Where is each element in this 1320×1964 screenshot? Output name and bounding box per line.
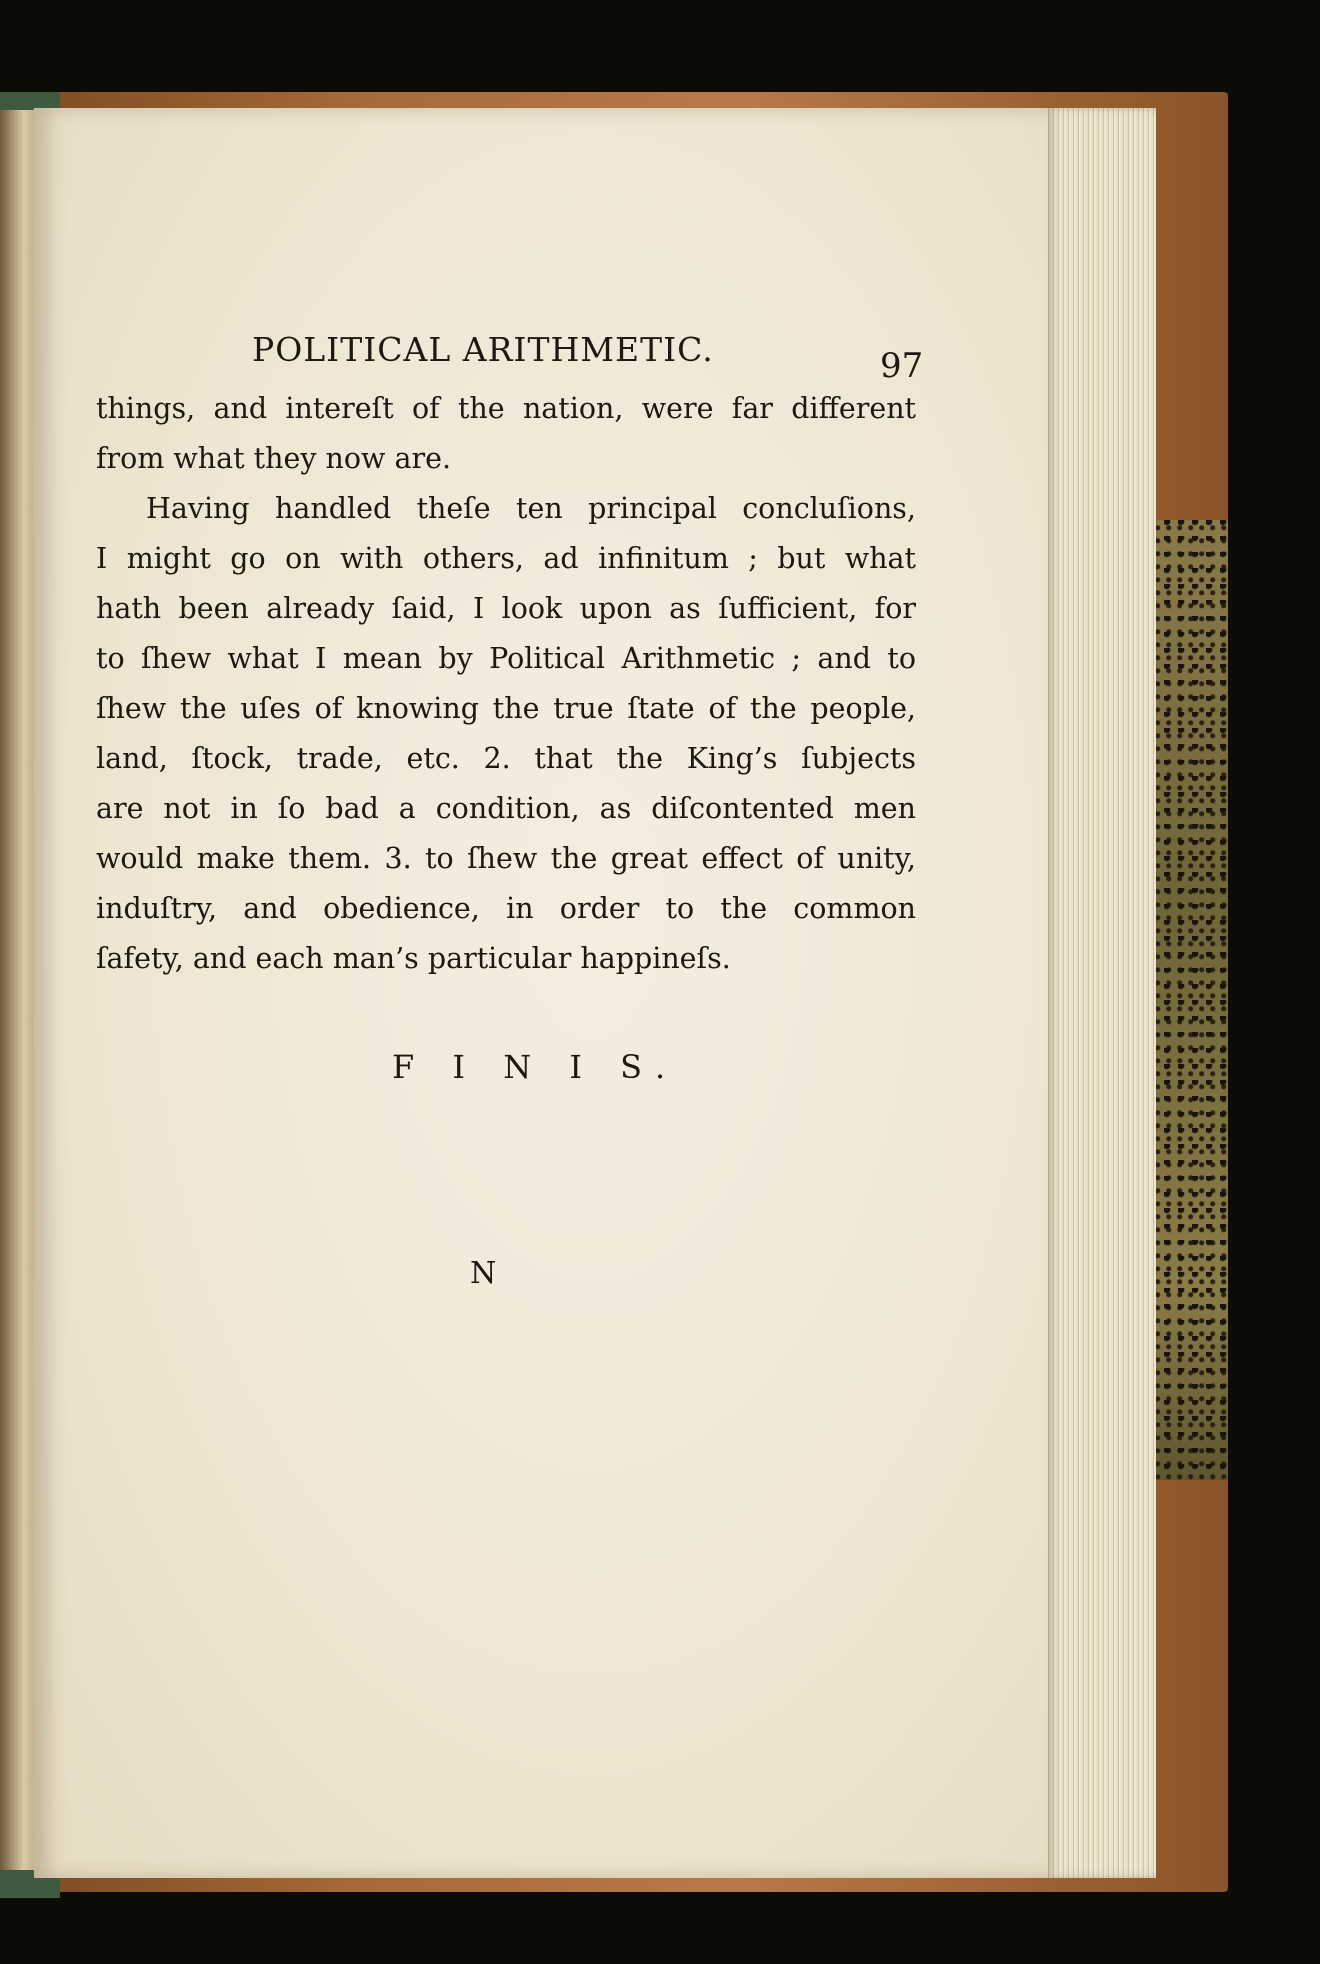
verso-page-edge [0, 110, 34, 1870]
body-line: land, ſtock, trade, etc. 2. that the King’s ſubjects [96, 742, 916, 775]
page-number: 97 [880, 346, 924, 386]
body-line: I might go on with others, ad infinitum ; but what [96, 542, 916, 575]
signature-mark: N [470, 1256, 497, 1291]
fore-edge-pages [1046, 108, 1156, 1878]
body-line: hath been already ſaid, I look upon as ſufficient, for [96, 592, 916, 625]
body-line: are not in ſo bad a condition, as diſcontented men [96, 792, 916, 825]
body-line: would make them. 3. to ſhew the great effect of unity, [96, 842, 916, 875]
body-line: from what they now are. [96, 442, 452, 475]
recto-page [34, 108, 1048, 1878]
body-line: induſtry, and obedience, in order to the common [96, 892, 916, 925]
marbled-board [1150, 520, 1228, 1480]
running-head: POLITICAL ARITHMETIC. [252, 330, 714, 369]
finis: F I N I S. [392, 1048, 680, 1086]
body-line: ſhew the uſes of knowing the true ſtate of the people, [96, 692, 916, 725]
body-line: ſafety, and each man’s particular happineſs. [96, 942, 731, 975]
body-line: to ſhew what I mean by Political Arithmetic ; and to [96, 642, 916, 675]
body-line: things, and intereſt of the nation, were far different [96, 392, 916, 425]
body-line: Having handled theſe ten principal concluſions, [146, 492, 916, 525]
